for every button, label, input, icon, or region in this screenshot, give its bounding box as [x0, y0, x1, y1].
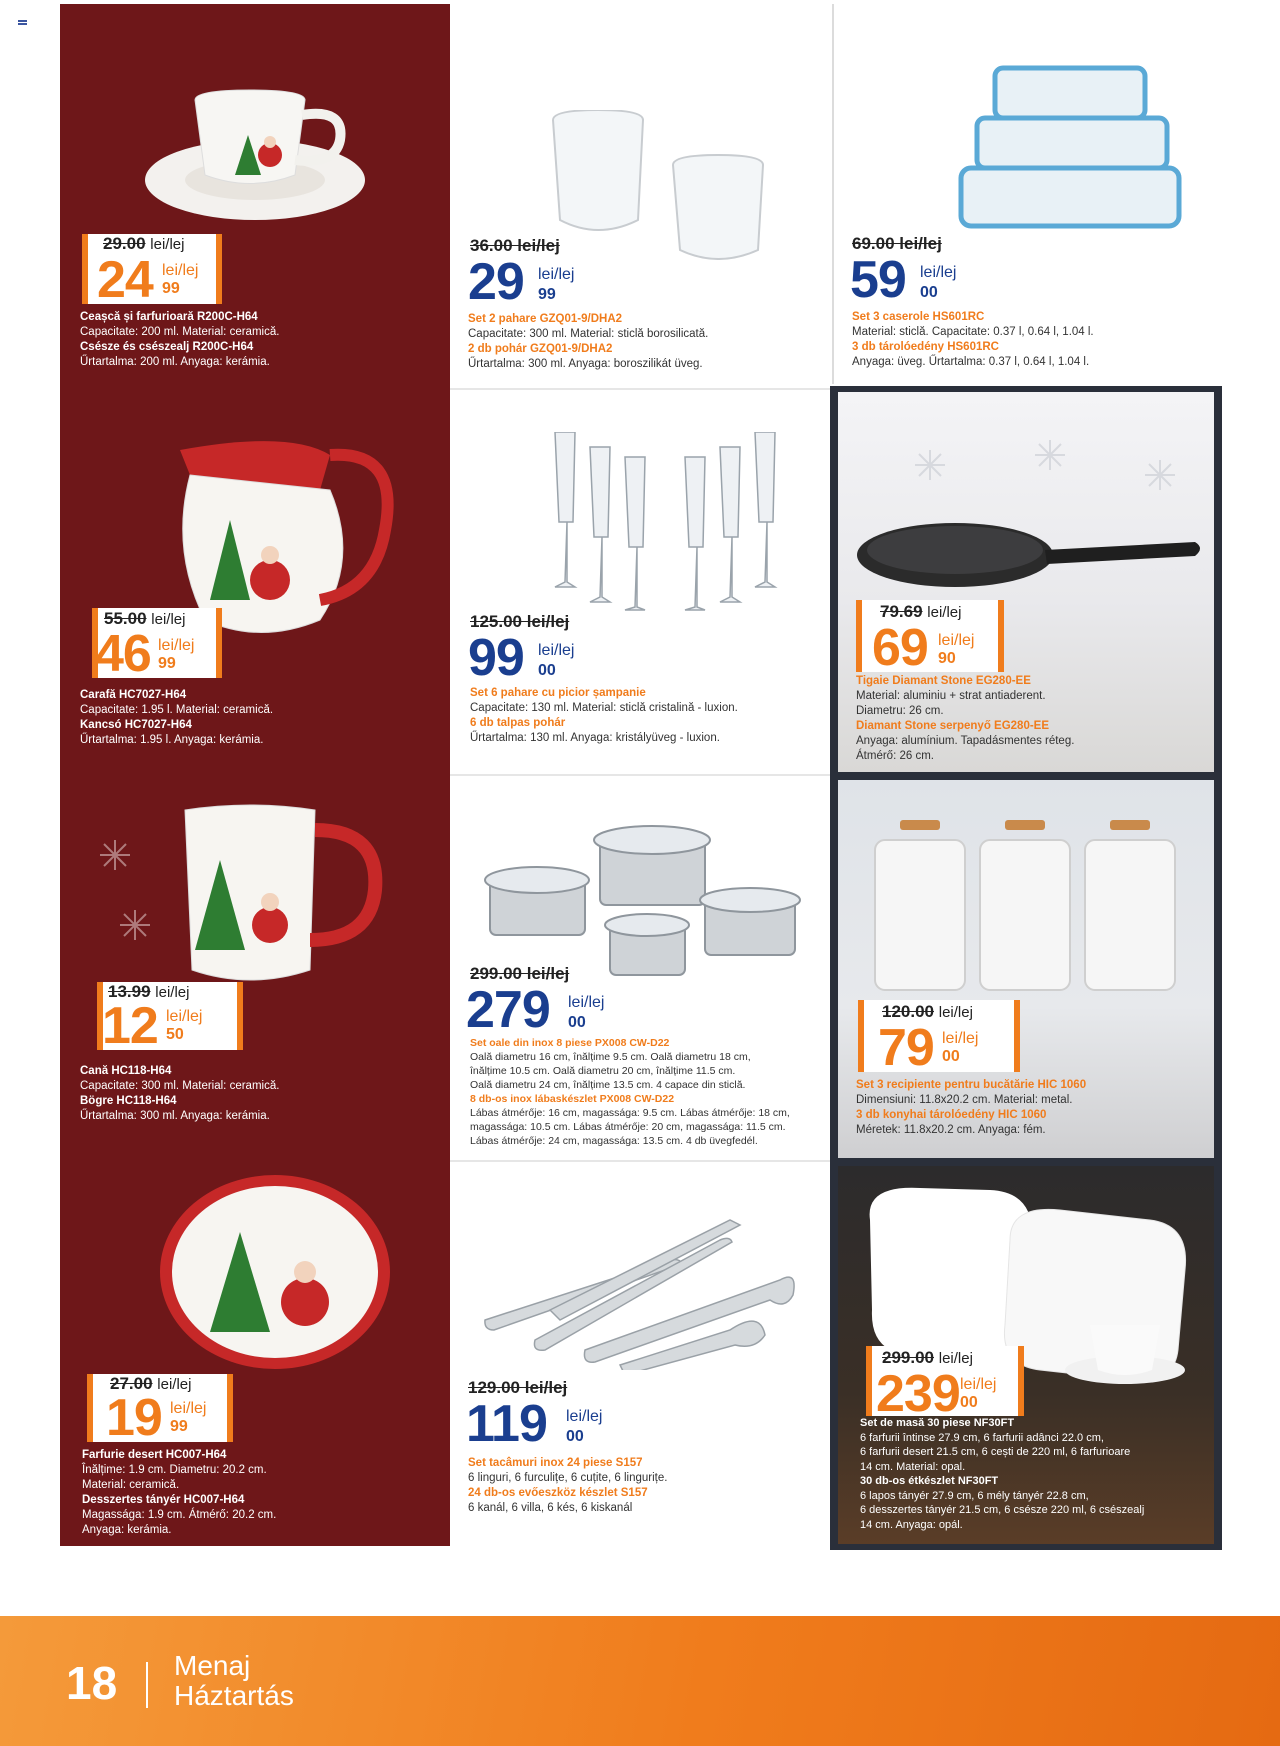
price-unit: lei/lej	[566, 1408, 603, 1425]
new-price: 46	[95, 625, 151, 683]
price-unit: lei/lej	[938, 632, 975, 649]
price-unit: lei/lej	[162, 262, 199, 279]
price-unit: lei/lej	[538, 642, 575, 659]
champagne-glasses-image	[545, 432, 790, 612]
price-decimals: 00	[942, 1048, 960, 1065]
old-price: 13.99 lei/lej	[108, 982, 190, 1001]
price-decimals: 99	[158, 655, 176, 672]
product-description: Ceașcă și farfurioară R200C-H64 Capacitate: 200 ml. Material: ceramică. Csésze és csészealj R200C-H64 Űrtartalma: 200 ml. Anyaga: kerámia.	[80, 311, 280, 368]
menu-icon[interactable]	[18, 20, 27, 27]
containers-image	[955, 60, 1185, 230]
product-description: Set 3 recipiente pentru bucătărie HIC 1060 Dimensiuni: 11.8x20.2 cm. Material: metal. 3 db konyhai tárolóedény HIC 1060 Méretek: 11.8x20.2 cm. Anyaga: fém.	[856, 1079, 1087, 1136]
section-title-hu: Háztartás	[174, 1680, 294, 1711]
price-decimals: 00	[566, 1428, 584, 1445]
divider	[450, 388, 832, 390]
price-unit: lei/lej	[942, 1030, 979, 1047]
product-description: Set 2 pahare GZQ01-9/DHA2 Capacitate: 300 ml. Material: sticlă borosilicată. 2 db pohár GZQ01-9/DHA2 Űrtartalma: 300 ml. Anyaga: boroszilikát üveg.	[468, 313, 709, 370]
new-price: 12	[102, 997, 158, 1055]
pots-image	[470, 800, 815, 985]
mug-image	[180, 800, 390, 990]
product-description: Set 6 pahare cu picior șampanie Capacitate: 130 ml. Material: sticlă cristalină - luxion. 6 db talpas pohár Űrtartalma: 130 ml. Anyaga: kristályüveg - luxion.	[470, 687, 738, 744]
divider	[450, 1160, 832, 1162]
old-price: 55.00 lei/lej	[104, 609, 186, 628]
new-price: 69	[872, 619, 928, 677]
price-unit: lei/lej	[170, 1400, 207, 1417]
product-description: Set tacâmuri inox 24 piese S157 6 linguri, 6 furculițe, 6 cuțite, 6 lingurițe. 24 db-os evőeszköz készlet S157 6 kanál, 6 villa, 6 kés, 6 kiskanál	[468, 1457, 668, 1514]
old-price: 29.00 lei/lej	[103, 234, 185, 253]
canisters-image	[870, 820, 1200, 1000]
glasses-image	[548, 110, 778, 260]
product-description: Carafă HC7027-H64 Capacitate: 1.95 l. Material: ceramică. Kancsó HC7027-H64 Űrtartalma: 1.95 l. Anyaga: kerámia.	[80, 689, 274, 746]
price-unit: lei/lej	[538, 266, 575, 283]
cutlery-image	[480, 1200, 810, 1370]
price-decimals: 99	[162, 280, 180, 297]
product-description: Farfurie desert HC007-H64 Înălțime: 1.9 cm. Diametru: 20.2 cm. Material: ceramică. Desszertes tányér HC007-H64 Magassága: 1.9 cm. Átmérő: 20.2 cm. Anyaga: kerámia.	[82, 1449, 277, 1536]
price-decimals: 00	[568, 1014, 586, 1031]
product-description: Set 3 caserole HS601RC Material: sticlă. Capacitate: 0.37 l, 0.64 l, 1.04 l. 3 db tárolóedény HS601RC Anyaga: üveg. Űrtartalma: 0.37 l, 0.64 l, 1.04 l.	[852, 311, 1094, 368]
new-price: 24	[97, 251, 153, 309]
price-decimals: 90	[938, 650, 956, 667]
old-price: 129.00 lei/lej	[468, 1378, 568, 1397]
snowflake-pattern	[75, 820, 165, 980]
product-description: Set de masă 30 piese NF30FT 6 farfurii întinse 27.9 cm, 6 farfurii adânci 22.0 cm, 6 farfurii desert 21.5 cm, 6 cești de 220 ml, 6 farfurioare 14 cm. Material: opal. 30 db-os étkészlet NF30FT 6 lapos tányér 27.9 cm, 6 mély tányér 22.8 cm, 6 desszertes tányér 21.5 cm, 6 csésze 220 ml, 6 csészealj 14 cm. Anyaga: opál.	[860, 1417, 1145, 1531]
product-description: Set oale din inox 8 piese PX008 CW-D22 Oală diametru 16 cm, înălțime 9.5 cm. Oală diametru 18 cm, înălțime 10.5 cm. Oală diametru 20 cm, înălțime 11.5 cm. Oală diametru 24 cm, înălțime 13.5 cm. 4 capace din sticlă. 8 db-os inox lábaskészlet PX008 CW-D22 Lábas átmérője: 16 cm, magassága: 9.5 cm. Lábas átmérője: 18 cm, magassága: 10.5 cm. Lábas átmérője: 20 cm, magassága: 11.5 cm. Lábas átmérője: 24 cm, magassága: 13.5 cm. 4 db üvegfedél.	[470, 1037, 790, 1147]
price-decimals: 00	[960, 1394, 978, 1411]
old-price: 125.00 lei/lej	[470, 612, 570, 631]
price-unit: lei/lej	[960, 1376, 997, 1393]
old-price: 69.00 lei/lej	[852, 234, 942, 253]
product-description: Cană HC118-H64 Capacitate: 300 ml. Material: ceramică. Bögre HC118-H64 Űrtartalma: 300 ml. Anyaga: kerámia.	[80, 1065, 280, 1122]
old-price: 299.00 lei/lej	[470, 964, 570, 983]
new-price: 79	[878, 1019, 934, 1077]
new-price: 119	[466, 1395, 547, 1453]
price-decimals: 99	[538, 286, 556, 303]
divider	[832, 4, 834, 384]
cup-saucer-image	[140, 80, 390, 230]
price-unit: lei/lej	[568, 994, 605, 1011]
new-price: 19	[106, 1389, 162, 1447]
frying-pan-image	[855, 520, 1210, 610]
product-description: Tigaie Diamant Stone EG280-EE Material: aluminiu + strat antiaderent. Diametru: 26 cm. Diamant Stone serpenyő EG280-EE Anyaga: alumínium. Tapadásmentes réteg. Átmérő: 26 cm.	[856, 675, 1075, 762]
price-decimals: 99	[170, 1418, 188, 1435]
price-unit: lei/lej	[920, 264, 957, 281]
price-decimals: 00	[538, 662, 556, 679]
price-unit: lei/lej	[158, 637, 195, 654]
new-price: 29	[468, 253, 524, 311]
page-number: 18	[66, 1657, 118, 1709]
snowflake-pattern	[900, 420, 1200, 510]
old-price: 36.00 lei/lej	[470, 236, 560, 255]
price-decimals: 50	[166, 1026, 184, 1043]
price-unit: lei/lej	[166, 1008, 203, 1025]
old-price: 27.00 lei/lej	[110, 1374, 192, 1393]
new-price: 279	[466, 981, 550, 1039]
new-price: 59	[850, 251, 906, 309]
old-price: 120.00 lei/lej	[882, 1002, 973, 1021]
old-price: 299.00 lei/lej	[882, 1348, 973, 1367]
divider	[146, 1662, 148, 1708]
new-price: 239	[876, 1365, 960, 1423]
new-price: 99	[468, 629, 524, 687]
price-decimals: 00	[920, 284, 938, 301]
section-title-ro: Menaj	[174, 1650, 251, 1681]
christmas-plate-image	[155, 1172, 395, 1372]
divider	[450, 774, 832, 776]
old-price: 79.69 lei/lej	[880, 602, 962, 621]
